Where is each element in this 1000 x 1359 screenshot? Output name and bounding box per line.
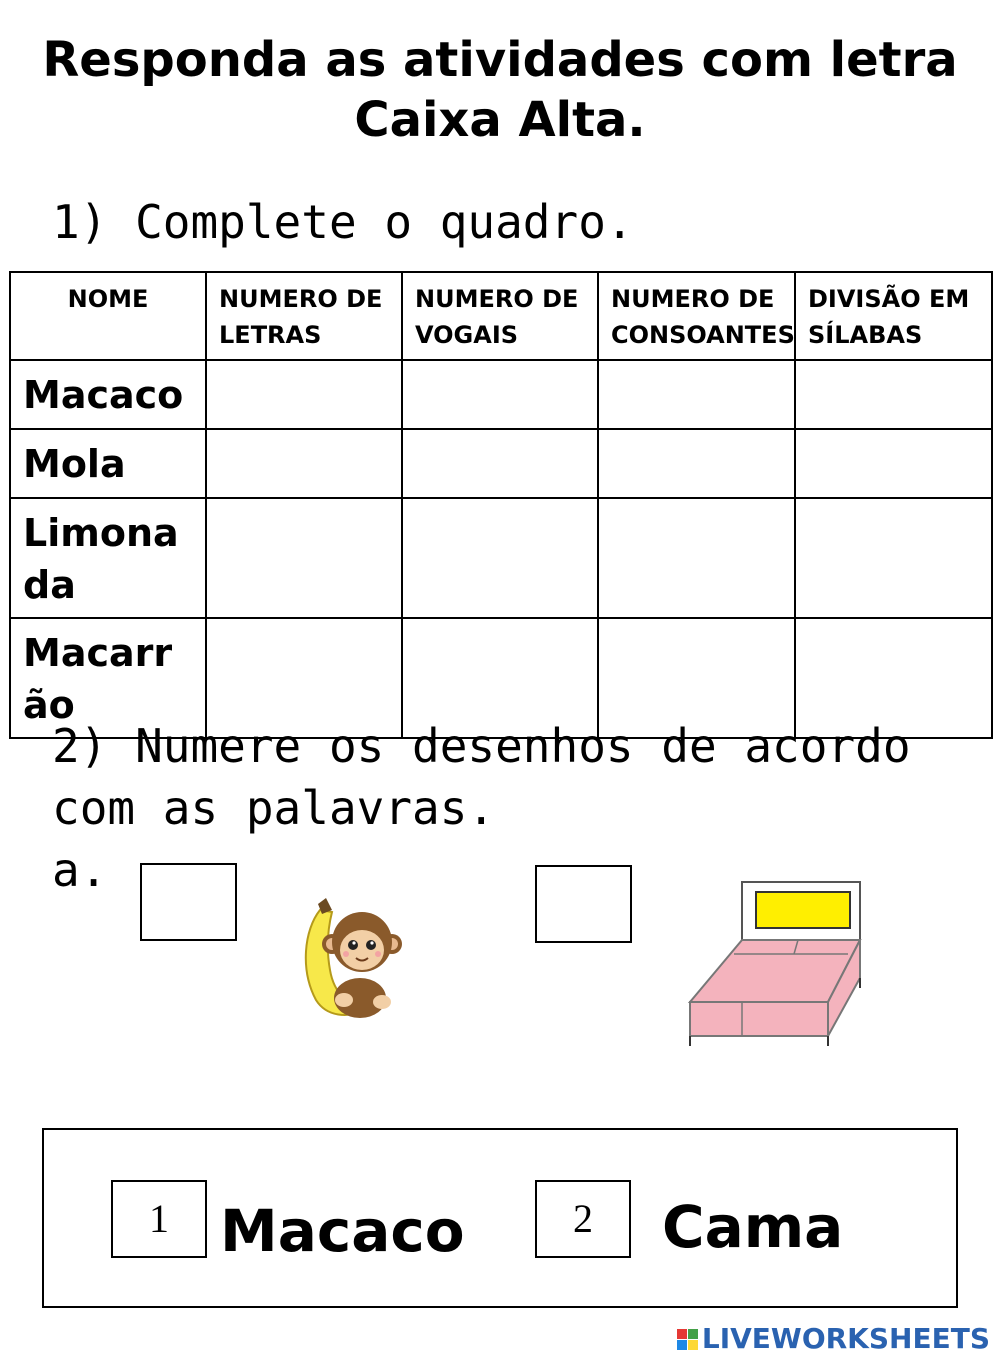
bed-answer-box[interactable] bbox=[535, 865, 632, 943]
monkey-answer-box[interactable] bbox=[140, 863, 237, 941]
header-letras: NUMERO DE LETRAS bbox=[206, 272, 402, 360]
answer-cell[interactable] bbox=[206, 498, 402, 618]
row-word: Macarrão bbox=[10, 618, 206, 738]
key-word-2: Cama bbox=[662, 1193, 844, 1261]
table-row bbox=[10, 498, 992, 618]
bed-icon bbox=[686, 878, 866, 1048]
answer-cell[interactable] bbox=[598, 360, 795, 429]
answer-cell[interactable] bbox=[598, 429, 795, 498]
key-word-1: Macaco bbox=[220, 1197, 465, 1265]
syllable-table bbox=[9, 271, 993, 739]
answer-cell[interactable] bbox=[598, 498, 795, 618]
answer-cell[interactable] bbox=[402, 360, 598, 429]
row-word: Limonada bbox=[10, 498, 206, 618]
answer-cell[interactable] bbox=[402, 429, 598, 498]
word-key-panel bbox=[42, 1128, 958, 1308]
liveworksheets-logo-icon bbox=[677, 1329, 698, 1350]
table-row bbox=[10, 360, 992, 429]
answer-cell[interactable] bbox=[795, 429, 992, 498]
monkey-icon bbox=[298, 890, 402, 1026]
answer-cell[interactable] bbox=[795, 498, 992, 618]
question-1-text: 1) Complete o quadro. bbox=[52, 195, 634, 249]
header-silabas: DIVISÃO EM SÍLABAS bbox=[795, 272, 992, 360]
header-vogais: NUMERO DE VOGAIS bbox=[402, 272, 598, 360]
answer-cell[interactable] bbox=[402, 498, 598, 618]
row-word: Mola bbox=[10, 429, 206, 498]
answer-cell[interactable] bbox=[206, 429, 402, 498]
question-2-text: 2) Numere os desenhos de acordo com as palavras. bbox=[52, 719, 911, 835]
page-title bbox=[0, 30, 1000, 150]
title-line-2: Caixa Alta. bbox=[354, 92, 646, 148]
table-header-row bbox=[10, 272, 992, 360]
header-nome: NOME bbox=[10, 272, 206, 360]
brand-name: LIVEWORKSHEETS bbox=[701, 1322, 990, 1355]
table-row bbox=[10, 429, 992, 498]
answer-cell[interactable] bbox=[795, 360, 992, 429]
row-word: Macaco bbox=[10, 360, 206, 429]
key-number-2: 2 bbox=[535, 1180, 631, 1258]
header-consoantes: NUMERO DE CONSOANTES bbox=[598, 272, 795, 360]
key-number-1: 1 bbox=[111, 1180, 207, 1258]
title-line-1: Responda as atividades com letra bbox=[42, 32, 958, 88]
liveworksheets-brand bbox=[677, 1322, 990, 1356]
question-2-item-label: a. bbox=[52, 843, 108, 897]
answer-cell[interactable] bbox=[206, 360, 402, 429]
